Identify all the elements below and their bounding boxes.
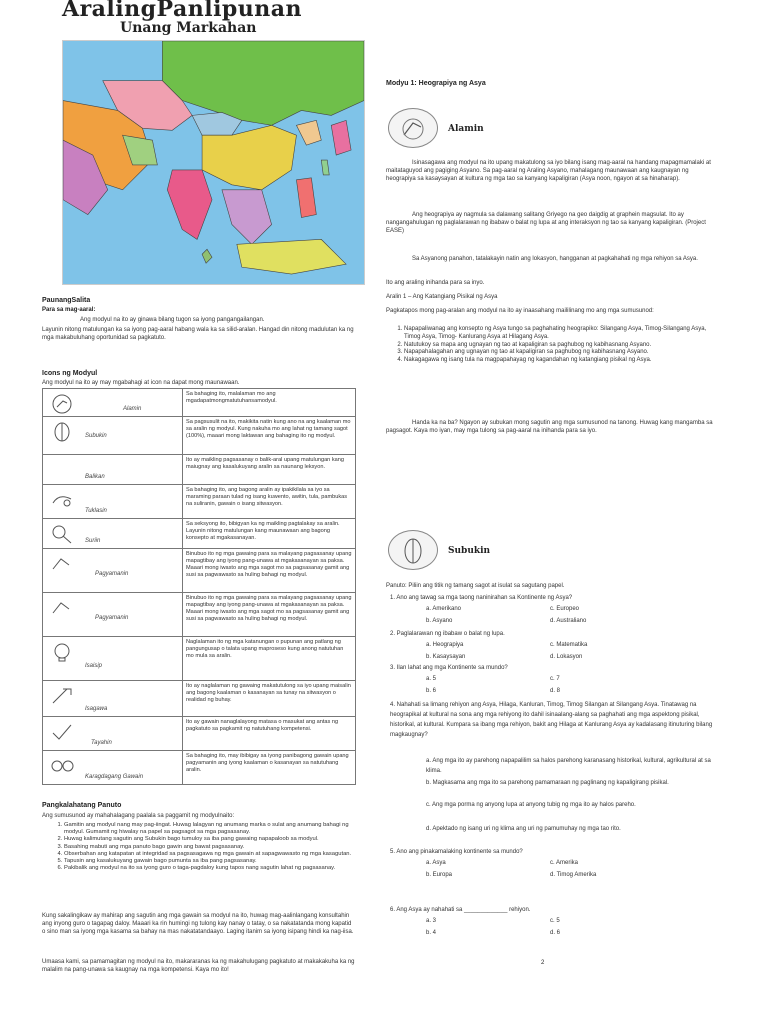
question-4: 4. Nahahati sa limang rehiyon ang Asya, Hilaga, Kanluran, Timog, Timog Silangan at Silangang Asya. Tinatawag na heograpikal at kultural na sona ang mga rehiyong ito dahil isinaalang-alang sa paghahati ang mga aspektong pisikal, historikal, at kultural. Kumpara sa ibang mga rehiyon, bakit ang Hilaga at Kanlurang Asya ay kadalasang itinuturing bilang magkaugnay? [390, 702, 713, 738]
glasses-icon [49, 755, 75, 777]
alamin-text-4: Ito ang araling inihanda para sa inyo. [386, 280, 485, 286]
option: d. Apektado ng isang uri ng klima ang uri ng pamumuhay ng mga tao rito. [426, 826, 621, 832]
icon-desc: Naglalaman ito ng mga katanungan o pupunan ang patlang ng pangungusap o talata upang maproseso kung anong natutuhan mo mula sa aralin. [183, 637, 356, 681]
option: a. Asya [426, 860, 446, 866]
icon-desc: Sa bahaging ito, may ibibigay sa iyong panibagong gawain upang pagyamanin ang iyong kaalaman o kasanayan sa natutuhang aralin. [183, 751, 356, 785]
page-subtitle: Unang Markahan [120, 20, 257, 36]
panuto-text: Ang sumusunod ay mahahalagang paalala sa paggamit ng modyulnaito: [42, 813, 235, 819]
option: c. Ang mga porma ng anyong lupa at anyong tubig ng mga ito ay halos pareho. [426, 802, 636, 808]
page-number: 2 [541, 960, 545, 966]
icon-desc: Binubuo ito ng mga gawaing para sa malayang pagsasanay upang mapagtibay ang iyong pang-unawa at mgakasanayan sa paksa. Maaari mong iwasto ang mga sagot mo sa pagsasanay gamit ang susi sa pagwawasto sa huling bahagi ng modyul. [183, 549, 356, 593]
subukin-badge-icon [388, 530, 438, 570]
question-1: 1. Ano ang tawag sa mga taong naninirahan sa Kontinente ng Asya? [390, 595, 573, 601]
option: d. Timog Amerika [550, 872, 597, 878]
list-item: 3. Basahing mabuti ang mga panuto bago gawin ang bawat pagsasanay. [64, 844, 356, 851]
closing-text-2: Umaasa kami, sa pamamagitan ng modyul na ito, makararanas ka ng makahulugang pagkatuto at makakakuha ka ng malalim na pang-unawa sa kaugnay na mga kompetensi. Kaya mo ito! [42, 959, 355, 973]
option: a. 5 [426, 676, 437, 682]
module-title: Modyu 1: Heograpiya ng Asya [386, 80, 486, 87]
icon-desc: Sa bahaging ito, ang bagong aralin ay ipakikilala sa iyo sa maraming paraan tulad ng isang kuwento, awitin, tula, pambukas na suliranin, gawain o isang sitwasyon. [183, 485, 356, 519]
list-item: 5. Tapusin ang kasalukuyang gawain bago pumunta sa iba pang pagsasanay. [64, 858, 356, 865]
list-item: 1. Gamitin ang modyul nang may pag-iingat. Huwag lalagyan ng anumang marka o sulat ang anumang bahagi ng modyul. Gumamit ng hiwalay na papel sa pagsagot sa mga pagsasanay. [64, 822, 356, 836]
icon-row-tuklasin [43, 485, 356, 519]
icon-label: Subukin [85, 433, 107, 439]
list-item: 2. Natutukoy sa mapa ang ugnayan ng tao at kapaligiran sa paghubog ng kabihasnang Asyano. [404, 342, 716, 350]
option: c. 5 [550, 918, 560, 924]
list-item: 4. Nakagagawa ng isang tula na magpapahayag ng kagandahan ng katangiang pisikal ng Asya. [404, 357, 716, 365]
list-item: 2. Huwag kalimutang sagutin ang Subukin bago tumuloy sa iba pang gawaing napapaloob sa modyul. [64, 836, 356, 843]
question-3: 3. Ilan lahat ang mga Kontinente sa mundo? [390, 665, 508, 671]
hand-pointing-icon [49, 393, 75, 415]
closing-text-1: Kung sakalingikaw ay mahirap ang sagutin ang mga gawain sa modyul na ito, huwag mag-aalinlangang konsultahin ang inyong guro o tagapag daloy. Maaari ka rin humingi ng tulong kay nanay o tatay, o sa nakatatanda mong kapatid o sino man sa iyong mga kasama sa bahay na mas nakatatandaayo. Laging itanim sa iyong isipang hindi ka nag-iisa. [42, 913, 354, 935]
icon-label: Alamin [123, 406, 142, 412]
magnifier-icon [49, 523, 75, 545]
icon-desc: Ito ay naglalaman ng gawaing makatutulong sa iyo upang maisalin ang bagong kaalaman o kasanayan sa tunay na sitwasyon o realidad ng buhay. [183, 681, 356, 717]
icon-label: Tuklasin [85, 508, 107, 514]
question-6: 6. Ang Asya ay nahahati sa _____________ rehiyon. [390, 907, 531, 913]
lightbulb-head-icon [49, 641, 75, 663]
objectives-list [390, 326, 716, 365]
alamin-text-2: Ang heograpiya ay nagmula sa dalawang salitang Griyego na geo daigdig at graphein magsulat. Ito ay nangangahulugan ng paglalarawan ng ibabaw o balat ng lupa at ang interaksyon ng tao sa kanyang kapaligiran. (Project EASE) [386, 212, 706, 234]
asia-map [62, 40, 365, 285]
icon-row-pagyamanin-2 [43, 593, 356, 637]
list-item: 1. Napapaliwanag ang konsepto ng Asya tungo sa paghahating heograpiko: Silangang Asya, Timog-Silangang Asya, Timog Asya, Timog- Kanlurang Asya at Hilagang Asya. [404, 326, 716, 342]
icon-desc: Binubuo ito ng mga gawaing para sa malayang pagsasanay upang mapagtibay ang iyong pang-unawa at mgakasanayan sa paksa. Maaari mong iwasto ang mga sagot mo sa pagsasanay gamit ang susi sa pagwawasto sa huling bahagi ng modyul. [183, 593, 356, 637]
icon-desc: Sa bahaging ito, malalaman mo ang mgadapatmongmatutuhansamodyul. [183, 389, 356, 417]
alamin-title: Alamin [448, 124, 484, 134]
option: b. 6 [426, 688, 437, 694]
option: a. 3 [426, 918, 437, 924]
option: c. 7 [550, 676, 560, 682]
icon-row-isaisip [43, 637, 356, 681]
alamin-text-1: Isinasagawa ang modyul na ito upang makatulong sa iyo bilang isang mag-aaral na handang mapagmamalaki at maitataguyod ang pagiging Asyano. Sa pag-aaral ng Araling Asyano, mahalagang maunawaan ang kaugnayan ng heograpiya sa kasaysayan at kultura ng mga tao sa kanyang kapaligiran (Asya noon, ngayon at sa hinaharap). [386, 160, 711, 182]
option: b. Magkasama ang mga ito sa parehong pamamaraan ng paglinang ng kapaligirang pisikal. [426, 780, 669, 786]
icon-label: Pagyamanin [95, 615, 129, 621]
aralin-text: Pagkatapos mong pag-aralan ang modyul na ito ay inaasahang maililinang mo ang mga sumusunod: [386, 308, 654, 314]
icon-desc: Ito ay maikling pagsasanay o balik-aral upang matulungan kang maiugnay ang kasalukuyang aralin sa naunang leksyon. [183, 455, 356, 485]
option: b. Kasaysayan [426, 654, 466, 660]
option: a. Amerikano [426, 606, 462, 612]
panuto-heading: Pangkalahatang Panuto [42, 802, 122, 809]
icon-row-isagawa [43, 681, 356, 717]
option: d. Australiano [550, 618, 587, 624]
icon-label: Karagdagang Gawain [85, 774, 144, 780]
icons-text: Ang modyul na ito ay may mgabahagi at icon na dapat mong maunawaan. [42, 380, 240, 386]
page-title: AralingPanlipunan [62, 0, 303, 22]
icon-label: Isaisip [85, 663, 103, 669]
option: a. Heograpiya [426, 642, 464, 648]
paunang-subheading: Para sa mag-aaral: [42, 307, 96, 313]
alamin-badge-icon [388, 108, 438, 148]
icon-row-karagdagang-gawain [43, 751, 356, 785]
option: b. Europa [426, 872, 453, 878]
question-2: 2. Paglalarawan ng ibabaw o balat ng lupa. [390, 631, 505, 637]
alamin-text-3: Sa Asyanong panahon, tatalakayin natin ang lokasyon, hangganan at pagkahahati ng mga rehiyon sa Asya. [412, 256, 698, 262]
icon-desc: Ito ay gawain nanaglalayong matasa o masukat ang antas ng pagkatuto sa pagkamit ng natutuhang kompetensi. [183, 717, 356, 751]
hand-writing-icon [49, 553, 75, 575]
option: c. Matematika [550, 642, 588, 648]
paunang-heading: PaunangSalita [42, 297, 91, 304]
list-item: 6. Pakibalik ang modyul na ito sa iyong guro o taga-pagdaloy kung tapos nang sagutin lahat ng pagsasanay. [64, 865, 356, 872]
list-item: 4. Obserbahan ang katapatan at integridad sa pagsasagawa ng mga gawain at sapagwawasto ng mga kasagutan. [64, 851, 356, 858]
icon-desc: Sa seksyong ito, bibigyan ka ng maikling pagtalakay sa aralin. Layunin nitong matulungan kang maunawaan ang bagong konsepto at mgakasanayan. [183, 519, 356, 549]
paunang-text-2: Layunin nitong matulungan ka sa iyong pag-aaral habang wala ka sa silid-aralan. Hangad din nitong madulutan ka ng mga makabuluhang oportunidad sa pagkatuto. [42, 327, 354, 341]
subukin-title: Subukin [448, 546, 491, 556]
pencil-hand-icon [49, 421, 75, 443]
icon-row-balikan [43, 455, 356, 485]
icon-label: Suriin [85, 538, 101, 544]
icon-label: Pagyamanin [95, 571, 129, 577]
hand-magnifier-icon [49, 489, 75, 511]
option: b. Asyano [426, 618, 453, 624]
option: a. Ang mga ito ay parehong napapalilim sa halos parehong karanasang historikal, kultural, agrikultural at sa klima. [426, 758, 711, 774]
option: d. 6 [550, 930, 561, 936]
icon-label: Balikan [85, 474, 105, 480]
question-5: 5. Ano ang pinakamalaking kontinente sa mundo? [390, 849, 523, 855]
paunang-text-1: Ang modyul na ito ay ginawa bilang tugon sa iyong pangangailangan. [80, 317, 265, 323]
hand-tool-icon [49, 685, 75, 707]
icon-label: Tayahin [91, 740, 112, 746]
icon-desc: Sa pagsusulit na ito, makikita natin kung ano na ang kaalaman mo sa aralin ng modyul. Kung nakuha mo ang lahat ng tamang sagot (100%), maaari mong laktawan ang bahaging ito ng modyul. [183, 417, 356, 455]
icon-row-suriin [43, 519, 356, 549]
option: b. 4 [426, 930, 437, 936]
icons-heading: Icons ng Modyul [42, 370, 98, 377]
handa-text: Handa ka na ba? Ngayon ay subukan mong sagutin ang mga sumusunod na tanong. Huwag kang mangamba sa pagsagot. Kaya mo iyan, may mga tulong sa pag-aaral na inihanda para sa iyo. [386, 420, 713, 434]
panuto-list [52, 822, 356, 872]
icons-table [42, 388, 356, 785]
option: d. Lokasyon [550, 654, 583, 660]
hand-writing-icon [49, 597, 75, 619]
list-item: 3. Napapahalagahan ang ugnayan ng tao at kapaligiran sa paghubog ng kabihasnang Asyano. [404, 349, 716, 357]
aralin-title: Aralin 1 – Ang Katangiang Pisikal ng Asya [386, 294, 498, 300]
icon-label: Isagawa [85, 706, 108, 712]
icon-row-subukin [43, 417, 356, 455]
option: c. Europeo [550, 606, 580, 612]
option: d. 8 [550, 688, 561, 694]
checkmark-hand-icon [49, 721, 75, 743]
panuto-instruction: Panuto: Piliin ang titik ng tamang sagot at isulat sa sagutang papel. [386, 583, 565, 589]
icon-row-tayahin [43, 717, 356, 751]
icon-row-alamin [43, 389, 356, 417]
option: c. Amerika [550, 860, 579, 866]
icon-row-pagyamanin [43, 549, 356, 593]
